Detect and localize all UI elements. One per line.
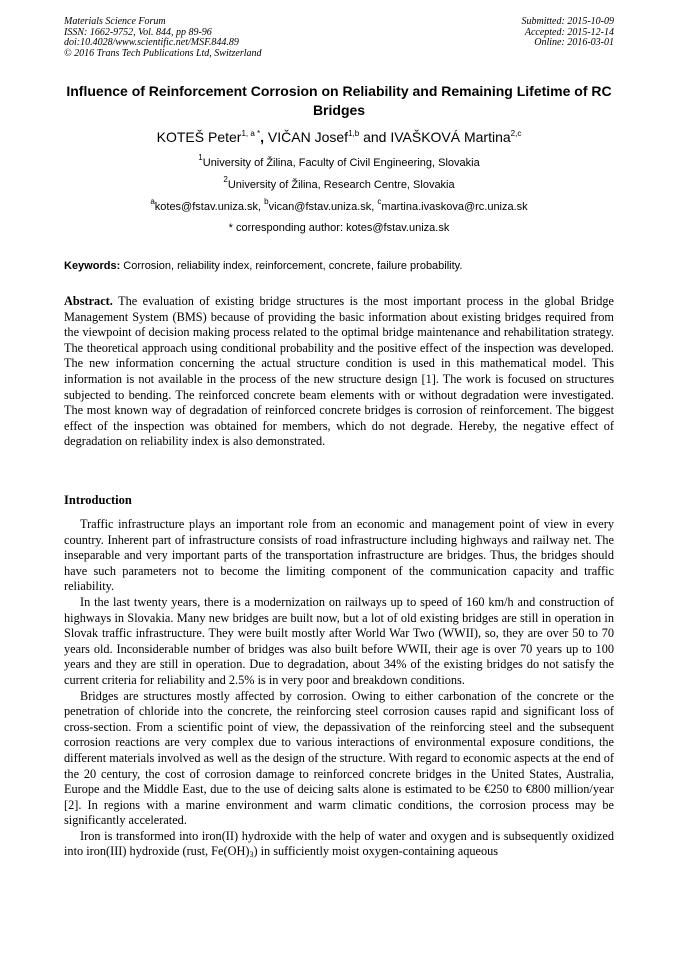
- journal-info: [64, 17, 262, 59]
- affiliation-marker: 1: [198, 153, 203, 162]
- author-name: VIČAN Josef: [267, 129, 349, 145]
- doi-line: doi:10.4028/www.scientific.net/MSF.844.89: [64, 37, 239, 48]
- journal-name: Materials Science Forum: [64, 16, 166, 27]
- author-superscript: 2,c: [510, 129, 522, 138]
- subscript: 3: [249, 850, 254, 860]
- abstract-label: Abstract.: [64, 294, 113, 308]
- email-list: [64, 197, 614, 214]
- author-name: KOTEŠ Peter: [156, 129, 242, 145]
- email-link[interactable]: martina.ivaskova@rc.uniza.sk: [381, 201, 528, 213]
- affiliation-text: University of Žilina, Research Centre, Slovakia: [227, 179, 455, 191]
- paragraph-text: ) in sufficiently moist oxygen-containing aqueous: [253, 844, 499, 859]
- author-separator: ,: [260, 129, 268, 145]
- paragraph-text: Iron is transformed into iron(II) hydroxide with the help of water and oxygen and is subsequently oxidized into iron(III) hydroxide (rust, Fe(OH): [64, 828, 614, 859]
- affiliation-2: [64, 175, 614, 192]
- paper-title: Influence of Reinforcement Corrosion on Reliability and Remaining Lifetime of RC Bridges: [66, 83, 612, 118]
- paragraph: In the last twenty years, there is a modernization on railways up to speed of 160 km/h and construction of highways in Slovakia. Many new bridges are built now, but a lot of old existing bridges are still in operation in Slovak traffic infrastructure. They were built mostly after World War Two (WWII), so, they are over 50 to 70 years old. Inconsiderable number of bridges was also built before WWII, their age is over 70 years up to 100 years and they are still in operation. Due to degradation, about 34% of the existing bridges do not satisfy the current criteria for reliability and 2.5% is in very poor and breakdown conditions.: [64, 594, 614, 687]
- abstract: [64, 294, 614, 450]
- corresponding-author: * corresponding author: kotes@fstav.uniza.sk: [228, 222, 450, 234]
- email-link[interactable]: kotes@fstav.uniza.sk,: [154, 201, 265, 213]
- paragraph: Traffic infrastructure plays an important role from an economic and management point of view in every country. Inherent part of infrastructure consists of road infrastructure including highways and railway net. The inseparable and very important parts of the transportation infrastructure are bridges. Thus, the bridges should have such parameters not to become the limiting component of the communication capacity and traffic reliability.: [64, 517, 614, 594]
- copyright-line: © 2016 Trans Tech Publications Ltd, Switzerland: [64, 47, 262, 59]
- email-link[interactable]: vican@fstav.uniza.sk,: [268, 201, 378, 213]
- affiliation-marker: 2: [223, 175, 228, 184]
- paragraph: [64, 829, 614, 860]
- author-list: [64, 128, 614, 146]
- author-superscript: 1,b: [348, 129, 360, 138]
- keywords: [64, 259, 624, 273]
- introduction-body: [64, 517, 614, 860]
- email-marker: b: [264, 197, 269, 206]
- online-date: Online: 2016-03-01: [534, 37, 614, 48]
- affiliation-1: [64, 153, 614, 170]
- keywords-text: Corrosion, reliability index, reinforcement, concrete, failure probability.: [120, 260, 463, 272]
- keywords-label: Keywords:: [64, 260, 121, 272]
- author-separator: and: [359, 129, 391, 145]
- abstract-text: The evaluation of existing bridge structures is the most important process in the global Bridge Management System (BMS) because of providing the basic information about existing bridges required from the viewpoint of decision making process related to the optimal bridge maintenance and rehabilitation strategy. The theoretical approach using conditional probability and the positive effect of the inspection was developed. The new information concerning the actual structure condition is used in this mathematical model. This information is not available in the process of the new structure design [1]. The work is focused on structures subjected to bending. The reinforced concrete beam elements with or without degradation were investigated. The most known way of degradation of reinforced concrete bridges is corrosion of reinforcement. The biggest effect of the inspection was obtained for members, which do not degrade. Hereby, the negative effect of degradation on reliability index is also demonstrated.: [64, 294, 614, 449]
- accepted-date: Accepted: 2015-12-14: [524, 26, 614, 38]
- issn-line: ISSN: 1662-9752, Vol. 844, pp 89-96: [64, 26, 212, 38]
- affiliation-text: University of Žilina, Faculty of Civil Engineering, Slovakia: [202, 157, 480, 169]
- section-heading: Introduction: [64, 493, 132, 507]
- email-marker: a: [150, 197, 155, 206]
- author-superscript: 1, a *: [241, 129, 261, 138]
- email-marker: c: [377, 197, 382, 206]
- submitted-date: Submitted: 2015-10-09: [521, 16, 614, 27]
- author-name: IVAŠKOVÁ Martina: [390, 129, 511, 145]
- paragraph: Bridges are structures mostly affected by corrosion. Owing to either carbonation of the concrete or the penetration of chloride into the concrete, the reinforcing steel corrosion causes rapid and significant loss of cross-section. From a scientific point of view, the depassivation of the reinforcing steel and the subsequent corrosion reactions are very complex due to various interactions of environmental exposure conditions, the different materials involved as well as the design of the structure. With regard to economic aspects at the end of the 20 century, the cost of corrosion damage to reinforced concrete bridges in the United States, Australia, Europe and the Middle East, due to the use of deicing salts alone is estimated to be €250 to €800 million/year [2]. In regions with a marine environment and warm climatic conditions, the corrosion process may be significantly accelerated.: [64, 688, 614, 828]
- submission-dates: [522, 17, 615, 49]
